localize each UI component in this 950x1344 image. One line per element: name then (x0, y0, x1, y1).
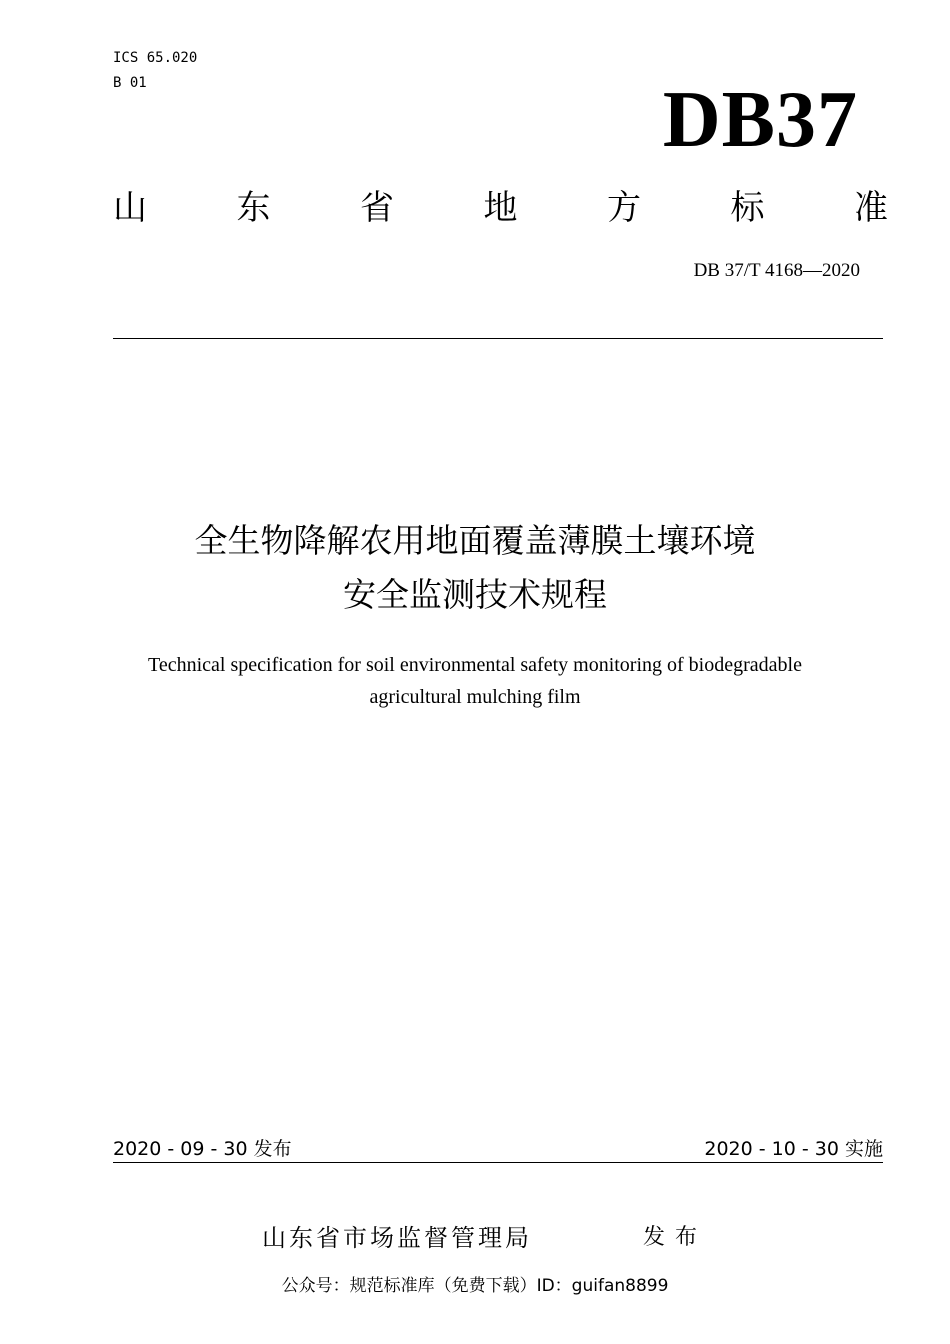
standard-type-char: 地 (483, 188, 518, 228)
implementation-date: 2020 - 10 - 30 实施 (704, 1138, 883, 1160)
standard-type-char: 方 (607, 188, 641, 228)
standard-type-char: 标 (730, 188, 765, 228)
title-en-line2: agricultural mulching film (369, 686, 581, 708)
title-en-line1: Technical specification for soil environmental safety monitoring of biodegradable (148, 654, 802, 676)
footer-note: 公众号：规范标准库（免费下载）ID：guifan8899 (281, 1276, 669, 1296)
issue-date: 2020 - 09 - 30 发布 (113, 1138, 292, 1160)
top-divider (113, 338, 883, 339)
issuer-action: 发布 (643, 1225, 708, 1250)
standard-number: DB 37/T 4168—2020 (693, 260, 860, 281)
ccs-code: B 01 (113, 75, 147, 91)
issuer-name: 山东省市场监督管理局 (262, 1224, 532, 1252)
ics-code: ICS 65.020 (113, 50, 198, 66)
standard-type-char: 山 (113, 188, 147, 228)
title-cn-line1: 全生物降解农用地面覆盖薄膜土壤环境 (194, 521, 756, 560)
db-mark: DB37 (662, 76, 858, 164)
standard-type-char: 东 (236, 188, 271, 228)
standard-type (113, 186, 888, 230)
title-cn-line2: 安全监测技术规程 (343, 575, 607, 614)
standard-type-char: 准 (854, 188, 888, 228)
bottom-divider (113, 1162, 883, 1163)
standard-type-char: 省 (360, 188, 394, 228)
